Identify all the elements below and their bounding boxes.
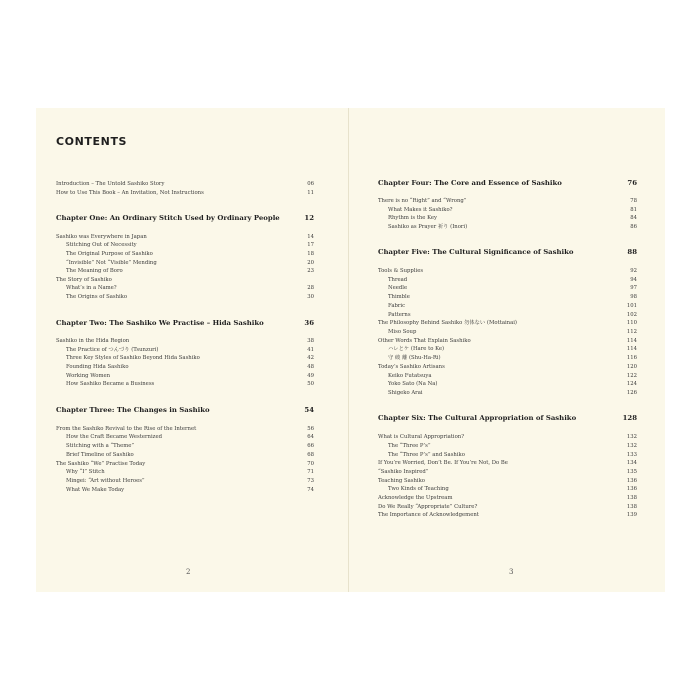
toc-entry-title: Today’s Sashiko Artisans bbox=[378, 364, 445, 370]
toc-entry-title: The Original Purpose of Sashiko bbox=[66, 251, 153, 257]
toc-entry-title: There is no “Right” and “Wrong” bbox=[378, 198, 467, 204]
toc-entry bbox=[378, 363, 637, 372]
toc-entry-page: 49 bbox=[307, 373, 314, 379]
toc-entry bbox=[378, 267, 637, 276]
toc-entry-page: 92 bbox=[630, 268, 637, 274]
toc-entry bbox=[388, 293, 637, 302]
toc-entry-page: 74 bbox=[307, 487, 314, 493]
toc-entry bbox=[388, 389, 637, 398]
toc-entry-title: The “Three P’s” and Sashiko bbox=[388, 452, 465, 458]
toc-entry-page: 116 bbox=[626, 355, 637, 361]
toc-entry-title: Founding Hida Sashiko bbox=[66, 364, 129, 370]
toc-entry bbox=[66, 363, 314, 372]
toc-entry bbox=[388, 214, 637, 223]
toc-entry-title: The Philosophy Behind Sashiko 勿体ない (Mottainai) bbox=[378, 320, 518, 326]
toc-entry-page: 114 bbox=[626, 338, 637, 344]
toc-entry-page: 68 bbox=[307, 452, 314, 458]
toc-entry-page: 12 bbox=[304, 214, 314, 222]
toc-chapter-heading bbox=[56, 214, 314, 223]
toc-entry bbox=[388, 442, 637, 451]
toc-entry bbox=[378, 433, 637, 442]
toc-entry-title: If You’re Worried, Don’t Be. If You’re Not, Do Be bbox=[378, 460, 508, 466]
toc-entry bbox=[66, 354, 314, 363]
toc-entry-title: Thimble bbox=[388, 294, 410, 300]
toc-entry-page: 122 bbox=[626, 373, 637, 379]
toc-entry-title: Chapter One: An Ordinary Stitch Used by Ordinary People bbox=[56, 214, 280, 222]
toc-entry bbox=[56, 180, 314, 189]
toc-entry bbox=[388, 485, 637, 494]
toc-entry-title: The Story of Sashiko bbox=[56, 277, 112, 283]
toc-entry-title: Miso Soup bbox=[388, 329, 417, 335]
toc-entry-title: How the Craft Became Westernized bbox=[66, 434, 162, 440]
toc-entry-title: Acknowledge the Upstream bbox=[378, 495, 453, 501]
page-number-left: 2 bbox=[186, 568, 191, 576]
toc-entry-page: 136 bbox=[626, 478, 637, 484]
toc-entry bbox=[388, 354, 637, 363]
toc-entry bbox=[66, 477, 314, 486]
toc-entry-page: 78 bbox=[630, 198, 637, 204]
toc-chapter-heading bbox=[56, 406, 314, 415]
toc-entry-title: Fabric bbox=[388, 303, 406, 309]
toc-entry-page: 66 bbox=[307, 443, 314, 449]
toc-entry-page: 133 bbox=[626, 452, 637, 458]
toc-entry bbox=[66, 250, 314, 259]
toc-entry-page: 94 bbox=[630, 277, 637, 283]
toc-entry-title: Needle bbox=[388, 285, 408, 291]
page-number-right: 3 bbox=[509, 568, 514, 576]
toc-entry-page: 73 bbox=[307, 478, 314, 484]
toc-entry-page: 86 bbox=[630, 224, 637, 230]
toc-entry-title: The Importance of Acknowledgement bbox=[378, 512, 479, 518]
toc-entry-title: Chapter Four: The Core and Essence of Sashiko bbox=[378, 179, 562, 187]
toc-entry-page: 110 bbox=[626, 320, 637, 326]
toc-entry bbox=[66, 433, 314, 442]
toc-entry-page: 112 bbox=[626, 329, 637, 335]
toc-entry-page: 101 bbox=[626, 303, 637, 309]
toc-chapter-heading bbox=[378, 179, 637, 188]
toc-entry-title: Yoko Sato (Na Na) bbox=[388, 381, 438, 387]
toc-chapter-heading bbox=[378, 414, 637, 423]
toc-entry-title: The Practice of つんづり (Tsunzuri) bbox=[66, 347, 159, 353]
toc-entry bbox=[378, 494, 637, 503]
toc-entry-page: 76 bbox=[627, 179, 637, 187]
toc-entry-page: 41 bbox=[307, 347, 314, 353]
toc-entry-page: 128 bbox=[622, 414, 637, 422]
toc-entry-page: 38 bbox=[307, 338, 314, 344]
toc-entry-page: 132 bbox=[626, 443, 637, 449]
toc-entry-page: 11 bbox=[307, 190, 314, 196]
toc-entry bbox=[378, 511, 637, 520]
toc-entry-page: 81 bbox=[630, 207, 637, 213]
toc-entry-page: 42 bbox=[307, 355, 314, 361]
toc-entry-title: Chapter Six: The Cultural Appropriation of Sashiko bbox=[378, 414, 577, 422]
toc-entry bbox=[66, 380, 314, 389]
toc-entry-page: 139 bbox=[626, 512, 637, 518]
toc-entry-title: ハレとケ (Hare to Ke) bbox=[388, 346, 445, 352]
toc-entry-title: “Sashiko Inspired” bbox=[378, 469, 429, 475]
toc-entry-title: Chapter Two: The Sashiko We Practise – Hida Sashiko bbox=[56, 319, 264, 327]
toc-entry-title: How to Use This Book – An Invitation, Not Instructions bbox=[56, 190, 204, 196]
toc-entry-page: 50 bbox=[307, 381, 314, 387]
toc-entry-page: 97 bbox=[630, 285, 637, 291]
toc-entry-page: 134 bbox=[626, 460, 637, 466]
toc-entry-title: The “Three P’s” bbox=[388, 443, 431, 449]
toc-entry bbox=[66, 284, 314, 293]
toc-entry-page: 126 bbox=[626, 390, 637, 396]
toc-entry-page: 30 bbox=[307, 294, 314, 300]
toc-entry-title: What is Cultural Appropriation? bbox=[378, 434, 465, 440]
toc-entry-page: 14 bbox=[307, 234, 314, 240]
toc-entry-title: The Sashiko “We” Practise Today bbox=[56, 461, 146, 467]
toc-entry-title: Stitching with a “Theme” bbox=[66, 443, 135, 449]
toc-entry bbox=[66, 267, 314, 276]
toc-entry-page: 84 bbox=[630, 215, 637, 221]
toc-entry bbox=[388, 302, 637, 311]
toc-entry bbox=[56, 337, 314, 346]
toc-entry bbox=[378, 197, 637, 206]
toc-entry-page: 120 bbox=[626, 364, 637, 370]
toc-entry-title: Shigeko Arai bbox=[388, 390, 423, 396]
toc-entry-title: Introduction – The Untold Sashiko Story bbox=[56, 181, 165, 187]
toc-entry-page: 64 bbox=[307, 434, 314, 440]
toc-entry-page: 17 bbox=[307, 242, 314, 248]
toc-entry-page: 23 bbox=[307, 268, 314, 274]
toc-entry bbox=[388, 328, 637, 337]
toc-entry-page: 136 bbox=[626, 486, 637, 492]
toc-entry bbox=[66, 293, 314, 302]
toc-entry-title: Teaching Sashiko bbox=[378, 478, 425, 484]
toc-entry bbox=[56, 189, 314, 198]
toc-entry-title: Keiko Futatsuya bbox=[388, 373, 432, 379]
toc-entry-page: 48 bbox=[307, 364, 314, 370]
toc-entry-page: 138 bbox=[626, 504, 637, 510]
toc-entry bbox=[388, 380, 637, 389]
toc-entry-page: 124 bbox=[626, 381, 637, 387]
toc-entry-page: 114 bbox=[626, 346, 637, 352]
toc-entry bbox=[388, 223, 637, 232]
toc-entry bbox=[66, 468, 314, 477]
toc-entry-page: 18 bbox=[307, 251, 314, 257]
toc-entry-page: 36 bbox=[304, 319, 314, 327]
toc-entry-title: Sashiko in the Hida Region bbox=[56, 338, 130, 344]
toc-entry-title: Rhythm is the Key bbox=[388, 215, 438, 221]
toc-entry-title: Why “I” Stitch bbox=[66, 469, 105, 475]
toc-entry-title: The Origins of Sashiko bbox=[66, 294, 128, 300]
toc-entry bbox=[378, 468, 637, 477]
toc-chapter-heading bbox=[378, 248, 637, 257]
toc-entry bbox=[66, 451, 314, 460]
toc-entry-title: Other Words That Explain Sashiko bbox=[378, 338, 471, 344]
toc-entry bbox=[378, 319, 637, 328]
toc-entry-title: Working Women bbox=[66, 373, 111, 379]
toc-entry-title: Stitching Out of Necessity bbox=[66, 242, 137, 248]
toc-entry-page: 20 bbox=[307, 260, 314, 266]
toc-entry bbox=[66, 241, 314, 250]
toc-entry-title: What’s in a Name? bbox=[66, 285, 117, 291]
toc-entry-page: 135 bbox=[626, 469, 637, 475]
toc-entry-title: From the Sashiko Revival to the Rise of the Internet bbox=[56, 426, 197, 432]
left-page bbox=[36, 108, 352, 592]
toc-entry-title: How Sashiko Became a Business bbox=[66, 381, 155, 387]
toc-entry-page: 71 bbox=[307, 469, 314, 475]
contents-heading: CONTENTS bbox=[56, 135, 128, 148]
toc-entry-title: “Invisible” Not “Visible” Mending bbox=[66, 260, 157, 266]
toc-entry bbox=[66, 442, 314, 451]
toc-entry bbox=[378, 459, 637, 468]
toc-entry-page: 56 bbox=[307, 426, 314, 432]
toc-entry-title: Thread bbox=[388, 277, 408, 283]
toc-entry-page: 132 bbox=[626, 434, 637, 440]
toc-entry bbox=[388, 284, 637, 293]
toc-entry-page: 88 bbox=[627, 248, 637, 256]
toc-entry-title: The Meaning of Boro bbox=[66, 268, 123, 274]
toc-entry-title: Three Key Styles of Sashiko Beyond Hida Sashiko bbox=[66, 355, 200, 361]
toc-chapter-heading bbox=[56, 319, 314, 328]
toc-entry-page: 98 bbox=[630, 294, 637, 300]
toc-entry-title: Do We Really “Appropriate” Culture? bbox=[378, 504, 478, 510]
toc-entry bbox=[388, 345, 637, 354]
toc-entry-title: Brief Timeline of Sashiko bbox=[66, 452, 134, 458]
toc-entry-page: 102 bbox=[626, 312, 637, 318]
toc-entry-page: 06 bbox=[307, 181, 314, 187]
toc-entry-title: Two Kinds of Teaching bbox=[388, 486, 449, 492]
toc-entry-title: Sashiko was Everywhere in Japan bbox=[56, 234, 147, 240]
toc-entry-page: 138 bbox=[626, 495, 637, 501]
toc-entry bbox=[66, 486, 314, 495]
toc-entry-page: 54 bbox=[304, 406, 314, 414]
toc-entry-title: Chapter Five: The Cultural Significance of Sashiko bbox=[378, 248, 574, 256]
toc-entry-page: 70 bbox=[307, 461, 314, 467]
toc-entry-title: Chapter Three: The Changes in Sashiko bbox=[56, 406, 210, 414]
toc-entry-title: Mingei: “Art without Heroes” bbox=[66, 478, 145, 484]
toc-entry-title: Tools & Supplies bbox=[378, 268, 424, 274]
toc-entry-title: What Makes it Sashiko? bbox=[388, 207, 453, 213]
toc-entry-title: What We Make Today bbox=[66, 487, 125, 493]
toc-entry-title: Patterns bbox=[388, 312, 411, 318]
right-page bbox=[349, 108, 665, 592]
toc-entry-title: 守 破 離 (Shu-Ha-Ri) bbox=[388, 355, 441, 361]
toc-entry-title: Sashiko as Prayer 祈り (Inori) bbox=[388, 224, 468, 230]
toc-entry-page: 28 bbox=[307, 285, 314, 291]
